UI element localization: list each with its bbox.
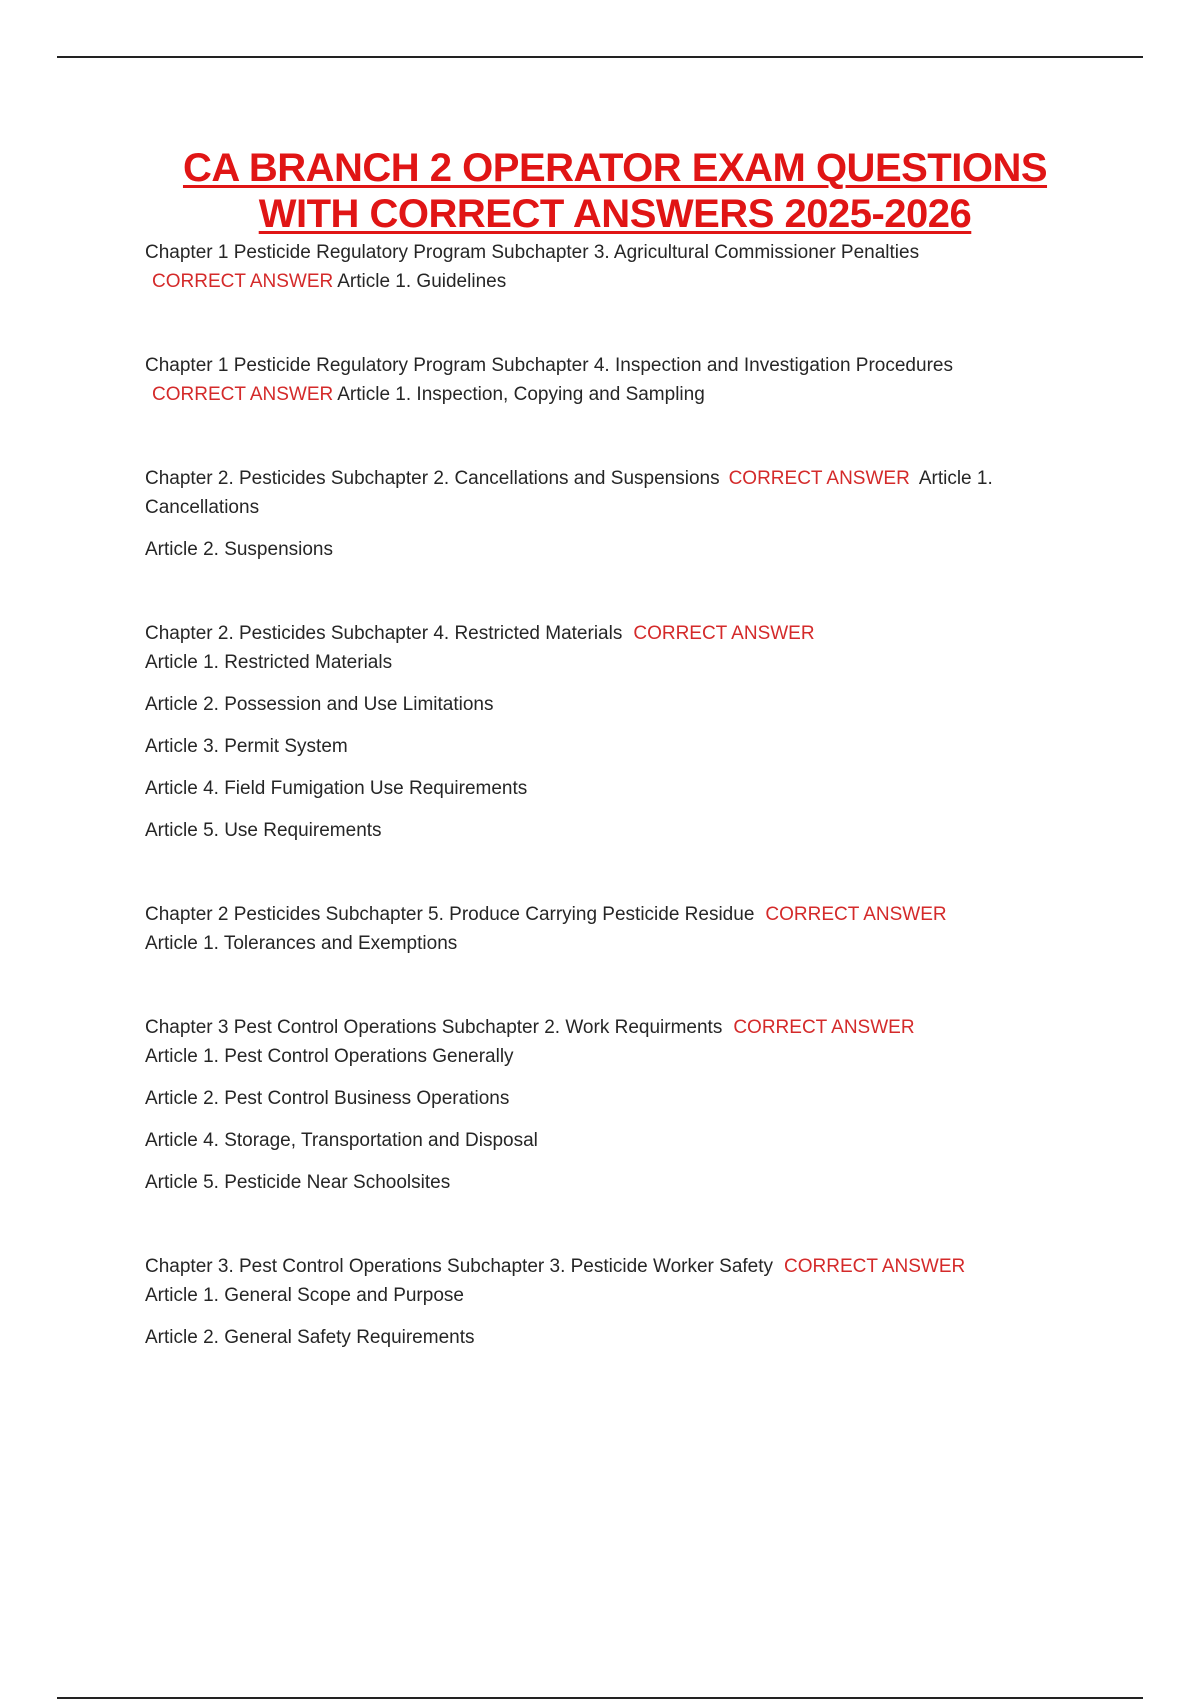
answer-text: Article 2. Suspensions <box>145 539 333 560</box>
document-title <box>130 145 1100 237</box>
correct-answer-label: CORRECT ANSWER <box>728 468 910 489</box>
title-line-1: CA BRANCH 2 OPERATOR EXAM QUESTIONS <box>182 146 1048 190</box>
footer-rule <box>57 1697 1143 1699</box>
answer-text: Article 4. Storage, Transportation and Disposal <box>145 1130 538 1151</box>
correct-answer-label: CORRECT ANSWER <box>152 384 334 405</box>
correct-answer-label: CORRECT ANSWER <box>765 904 947 925</box>
qa-entry <box>145 464 1025 564</box>
question-text: Chapter 2. Pesticides Subchapter 4. Restricted Materials CORRECT ANSWER <box>145 623 815 644</box>
question-text: Chapter 2 Pesticides Subchapter 5. Produce Carrying Pesticide Residue CORRECT ANSWER <box>145 904 947 925</box>
answer-text: Article 1. Inspection, Copying and Sampling <box>337 384 705 405</box>
question-text: Chapter 1 Pesticide Regulatory Program Subchapter 4. Inspection and Investigation Procedures <box>145 355 953 376</box>
answer-text: Article 3. Permit System <box>145 736 348 757</box>
question-text: Chapter 1 Pesticide Regulatory Program Subchapter 3. Agricultural Commissioner Penalties <box>145 242 920 263</box>
qa-entry <box>145 238 1025 296</box>
qa-entry <box>145 1252 1025 1352</box>
qa-entry <box>145 1013 1025 1197</box>
answer-text: Article 4. Field Fumigation Use Requirements <box>145 778 528 799</box>
answer-text: Article 5. Use Requirements <box>145 820 382 841</box>
answer-list <box>145 1042 1025 1197</box>
answer-list <box>145 648 1025 845</box>
answer-list <box>145 1281 1025 1352</box>
answer-text: Article 1. General Scope and Purpose <box>145 1285 464 1306</box>
correct-answer-label: CORRECT ANSWER <box>633 623 815 644</box>
title-line-2: WITH CORRECT ANSWERS 2025-2026 <box>258 192 972 236</box>
answer-text: Article 1. Guidelines <box>337 271 507 292</box>
qa-entry <box>145 900 1025 958</box>
question-text: Chapter 3. Pest Control Operations Subchapter 3. Pesticide Worker Safety CORRECT ANSWER <box>145 1256 966 1277</box>
correct-answer-label: CORRECT ANSWER <box>152 271 334 292</box>
answer-text: Article 2. General Safety Requirements <box>145 1327 475 1348</box>
answer-text: Article 1. Pest Control Operations Generally <box>145 1046 514 1067</box>
qa-entry <box>145 351 1025 409</box>
qa-entry <box>145 619 1025 845</box>
qa-list <box>145 238 1025 1407</box>
answer-text: Article 2. Pest Control Business Operations <box>145 1088 510 1109</box>
correct-answer-label: CORRECT ANSWER <box>733 1017 915 1038</box>
answer-text: Article 1. Restricted Materials <box>145 652 393 673</box>
header-rule <box>57 56 1143 58</box>
answer-line <box>145 380 1025 409</box>
answer-line <box>145 267 1025 296</box>
answer-text: Article 5. Pesticide Near Schoolsites <box>145 1172 451 1193</box>
answer-text: Article 1. Cancellations <box>145 468 993 518</box>
answer-text: Article 2. Possession and Use Limitations <box>145 694 494 715</box>
question-text: Chapter 2. Pesticides Subchapter 2. Cancellations and Suspensions CORRECT ANSWER Article 1. Cancellations <box>145 468 993 518</box>
question-text: Chapter 3 Pest Control Operations Subchapter 2. Work Requirments CORRECT ANSWER <box>145 1017 915 1038</box>
correct-answer-label: CORRECT ANSWER <box>784 1256 966 1277</box>
answer-text: Article 1. Tolerances and Exemptions <box>145 933 458 954</box>
